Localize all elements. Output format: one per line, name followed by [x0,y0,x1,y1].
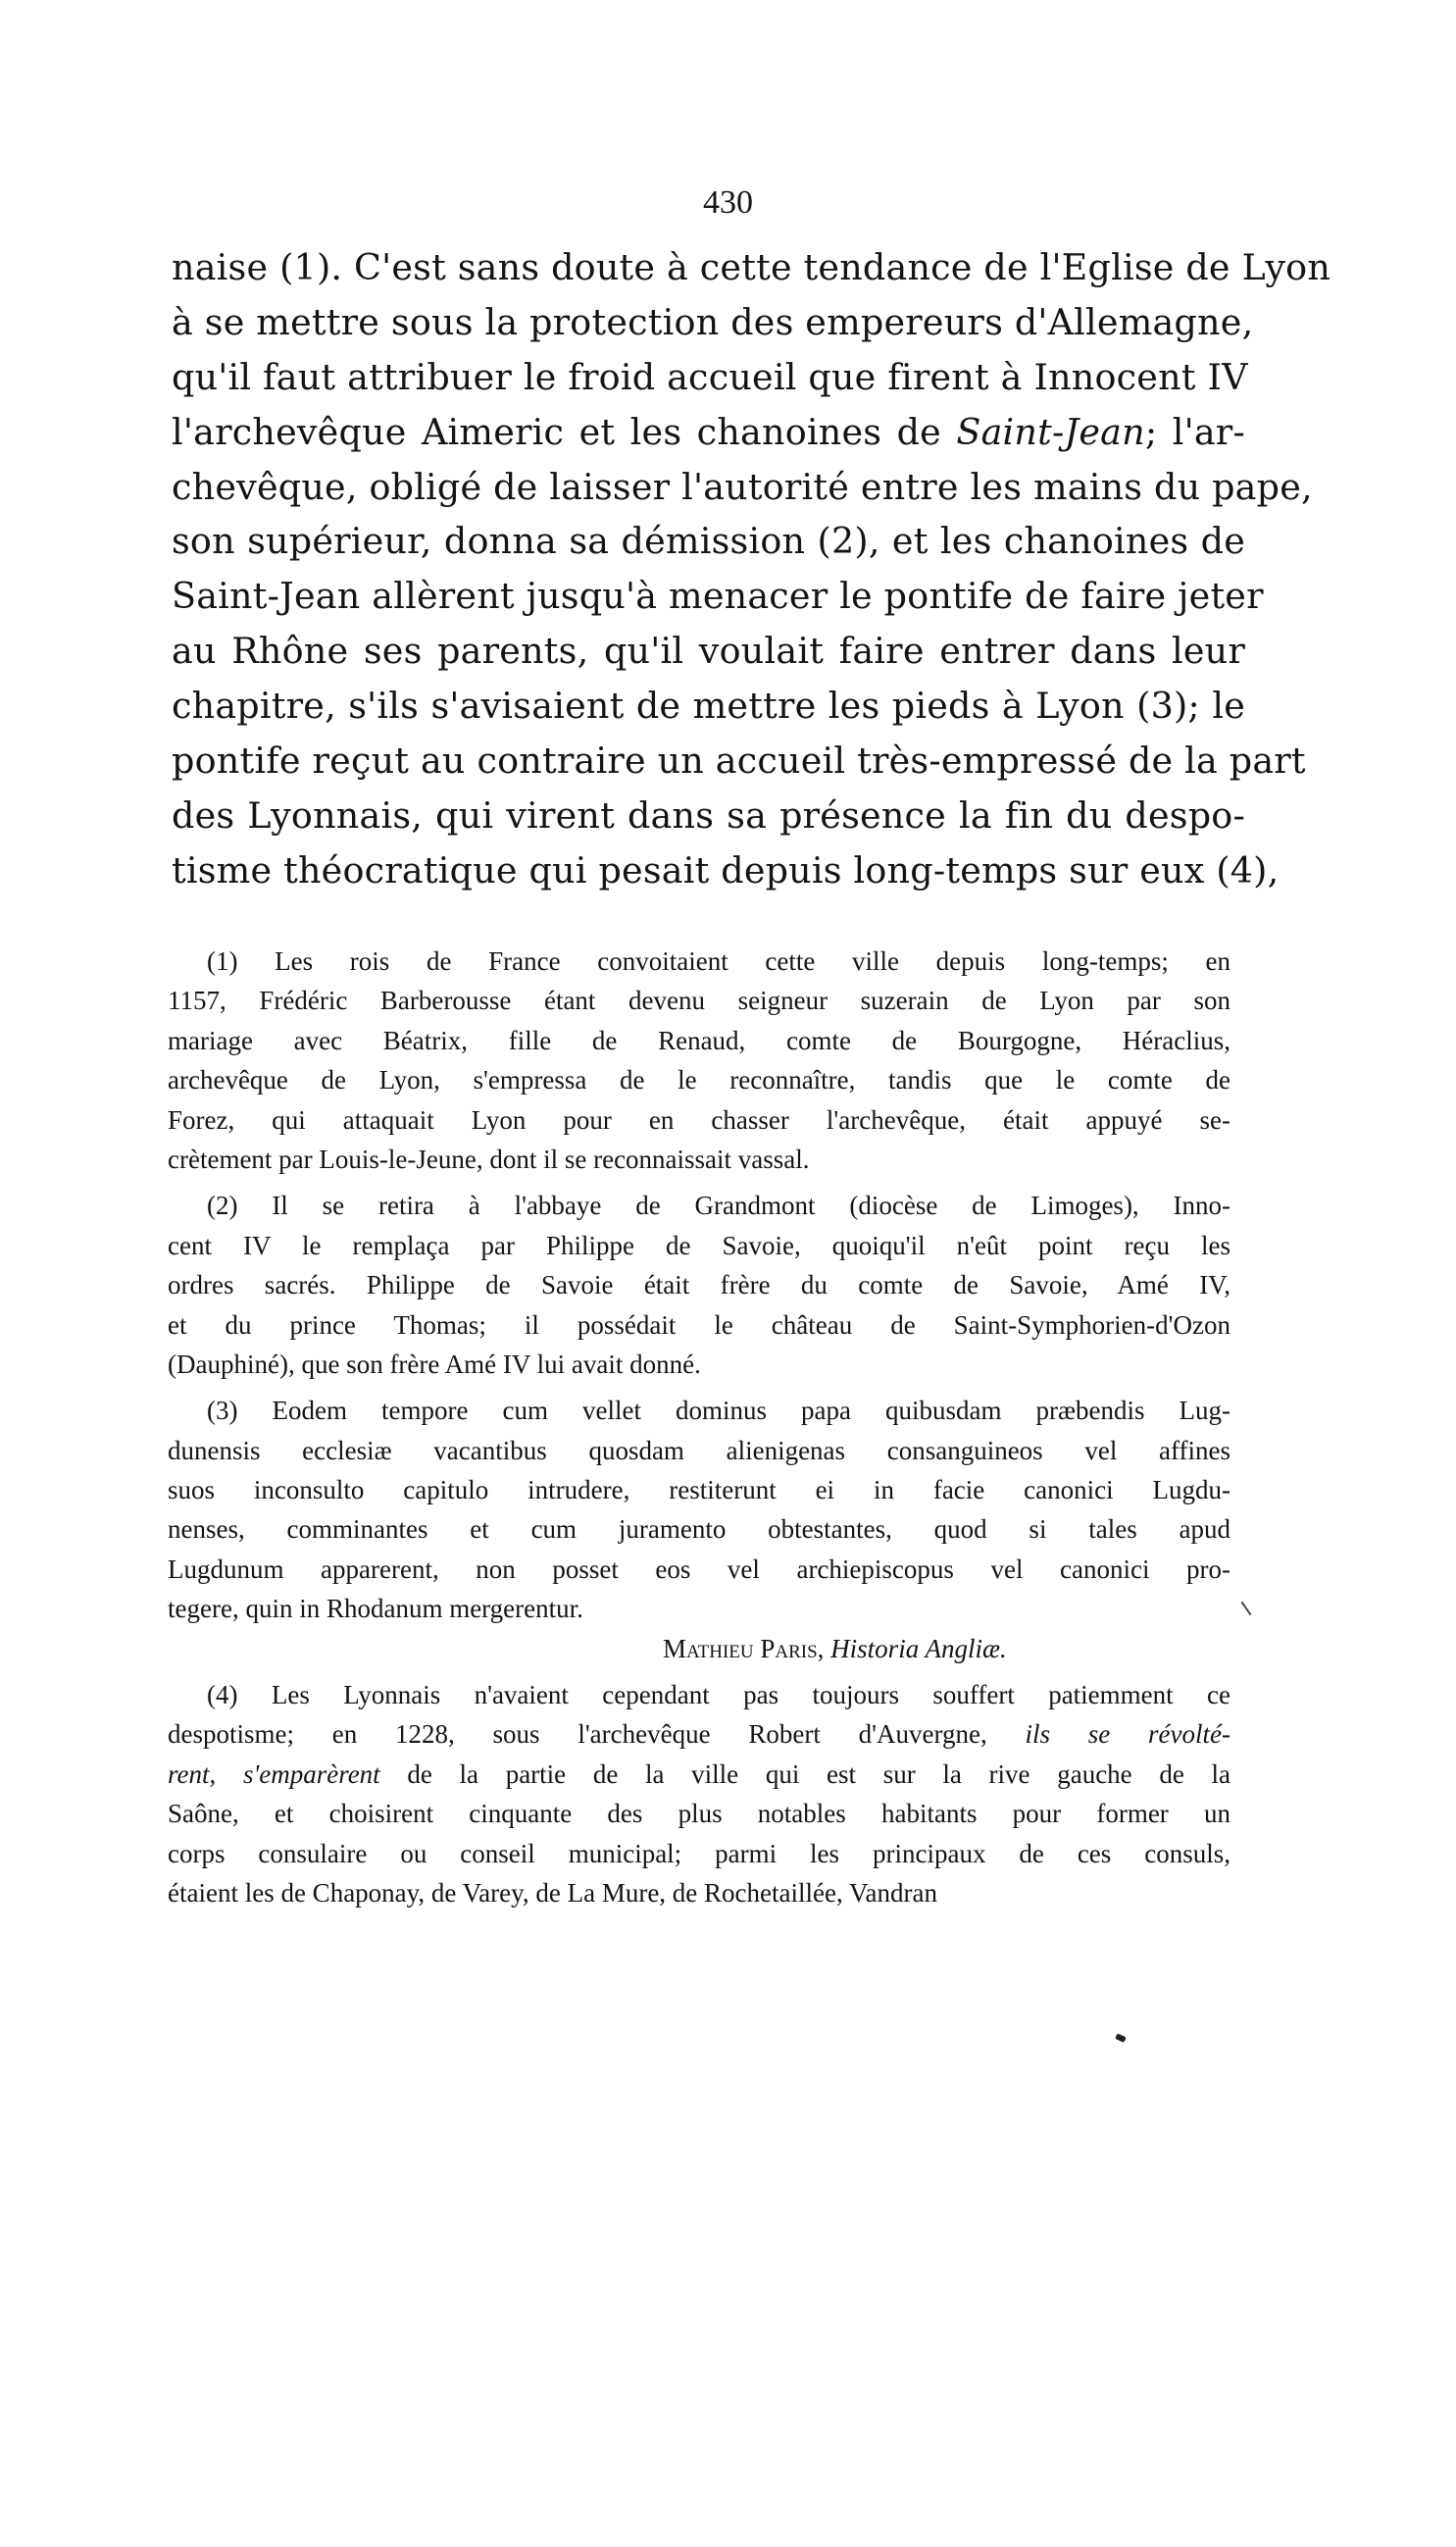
footnote-2 [168,1186,1230,1384]
footnote-line: (4) Les Lyonnais n'avaient cependant pas toujours souffert patiemment ce [207,1680,1230,1710]
footnote-attribution [168,1629,1230,1668]
footnote-line: mariage avec Béatrix, fille de Renaud, comte de Bourgogne, Héraclius, [168,1025,1230,1055]
ink-speck [1115,2033,1127,2043]
footnote-spacer [168,1384,1230,1391]
main-text-line: son supérieur, donna sa démission (2), et les chanoines de [172,520,1245,563]
footnote-line: dunensis ecclesiæ vacantibus quosdam alienigenas consanguineos vel affines [168,1435,1230,1465]
attribution-author: Mathieu Paris [663,1633,818,1663]
footnote-line: corps consulaire ou conseil municipal; parmi les principaux de ces consuls, [168,1838,1230,1868]
italic-text-run: rent, [168,1758,243,1789]
footnotes [168,942,1230,1912]
footnote-line: (2) Il se retira à l'abbaye de Grandmont (diocèse de Limoges), Inno- [207,1191,1230,1221]
footnote-3 [168,1391,1230,1668]
attribution-separator: , [817,1633,831,1663]
footnote-line: (Dauphiné), que son frère Amé IV lui avait donné. [168,1349,701,1379]
footnote-line: nenses, comminantes et cum juramento obtestantes, quod si tales apud [168,1514,1230,1545]
footnote-line: Forez, qui attaquait Lyon pour en chasser l'archevêque, était appuyé se- [168,1104,1230,1135]
italic-text-run: ils se révolté- [1025,1719,1230,1750]
footnote-line: suos inconsulto capitulo intrudere, restiterunt ei in facie canonici Lugdu- [168,1475,1230,1505]
footnote-line: (1) Les rois de France convoitaient cette ville depuis long-temps; en [207,946,1230,976]
main-text-line: qu'il faut attribuer le froid accueil que firent à Innocent IV [172,355,1248,398]
page-number: 430 [703,184,753,221]
main-text-line: chevêque, obligé de laisser l'autorité entre les mains du pape, [172,465,1313,508]
text-run: l'archevêque Aimeric et les chanoines de [172,410,957,453]
text-run: de la partie de la ville qui est sur la rive gauche de la [379,1758,1231,1789]
footnote-line: étaient les de Chaponay, de Varey, de La Mure, de Rochetaillée, Vandran [168,1877,937,1908]
ink-speck [1241,1602,1252,1615]
main-text-line: pontife reçut au contraire un accueil très-empressé de la part [172,739,1306,783]
main-text-line: des Lyonnais, qui virent dans sa présence la fin du despo- [172,793,1245,837]
footnote-1 [168,942,1230,1179]
footnote-line: ordres sacrés. Philippe de Savoie était frère du comte de Savoie, Amé IV, [168,1270,1230,1300]
footnote-line: 1157, Frédéric Barberousse étant devenu seigneur suzerain de Lyon par son [168,986,1230,1016]
footnote-spacer [168,1179,1230,1186]
footnote-line: cent IV le remplaça par Philippe de Savoie, quoiqu'il n'eût point reçu les [168,1230,1230,1260]
main-text-line: à se mettre sous la protection des empereurs d'Allemagne, [172,300,1254,343]
main-text-line: tisme théocratique qui pesait depuis long-temps sur eux (4), [172,848,1280,891]
footnote-spacer [168,1668,1230,1675]
footnote-line [168,1755,1230,1794]
footnote-line: archevêque de Lyon, s'empressa de le reconnaître, tandis que le comte de [168,1065,1230,1095]
italic-text-run: s'emparèrent [242,1758,380,1789]
footnote-line: crètement par Louis-le-Jeune, dont il se reconnaissait vassal. [168,1144,810,1174]
footnote-4 [168,1675,1230,1912]
main-text-line: Saint-Jean allèrent jusqu'à menacer le pontife de faire jeter [172,575,1264,618]
text-run: ; l'ar- [1144,410,1245,453]
main-text-line [172,405,1245,460]
footnote-line: tegere, quin in Rhodanum mergerentur. [168,1594,583,1624]
main-text-line: naise (1). C'est sans doute à cette tendance de l'Eglise de Lyon [172,246,1331,288]
footnote-line: Saône, et choisirent cinquante des plus notables habitants pour former un [168,1799,1230,1829]
attribution-work: Historia Angliæ. [830,1633,1007,1663]
italic-text-run: Saint-Jean [956,410,1145,453]
footnote-line: et du prince Thomas; il possédait le château de Saint-Symphorien-d'Ozon [168,1309,1230,1340]
main-text-line: chapitre, s'ils s'avisaient de mettre les pieds à Lyon (3); le [172,685,1245,728]
footnote-line: Lugdunum apparerent, non posset eos vel archiepiscopus vel canonici pro- [168,1554,1230,1584]
main-text [172,240,1331,898]
text-run: despotisme; en 1228, sous l'archevêque Robert d'Auvergne, [168,1719,1026,1750]
footnote-line: (3) Eodem tempore cum vellet dominus papa quibusdam præbendis Lug- [207,1396,1230,1426]
footnote-line [168,1714,1230,1754]
main-text-line: au Rhône ses parents, qu'il voulait faire entrer dans leur [172,630,1245,673]
